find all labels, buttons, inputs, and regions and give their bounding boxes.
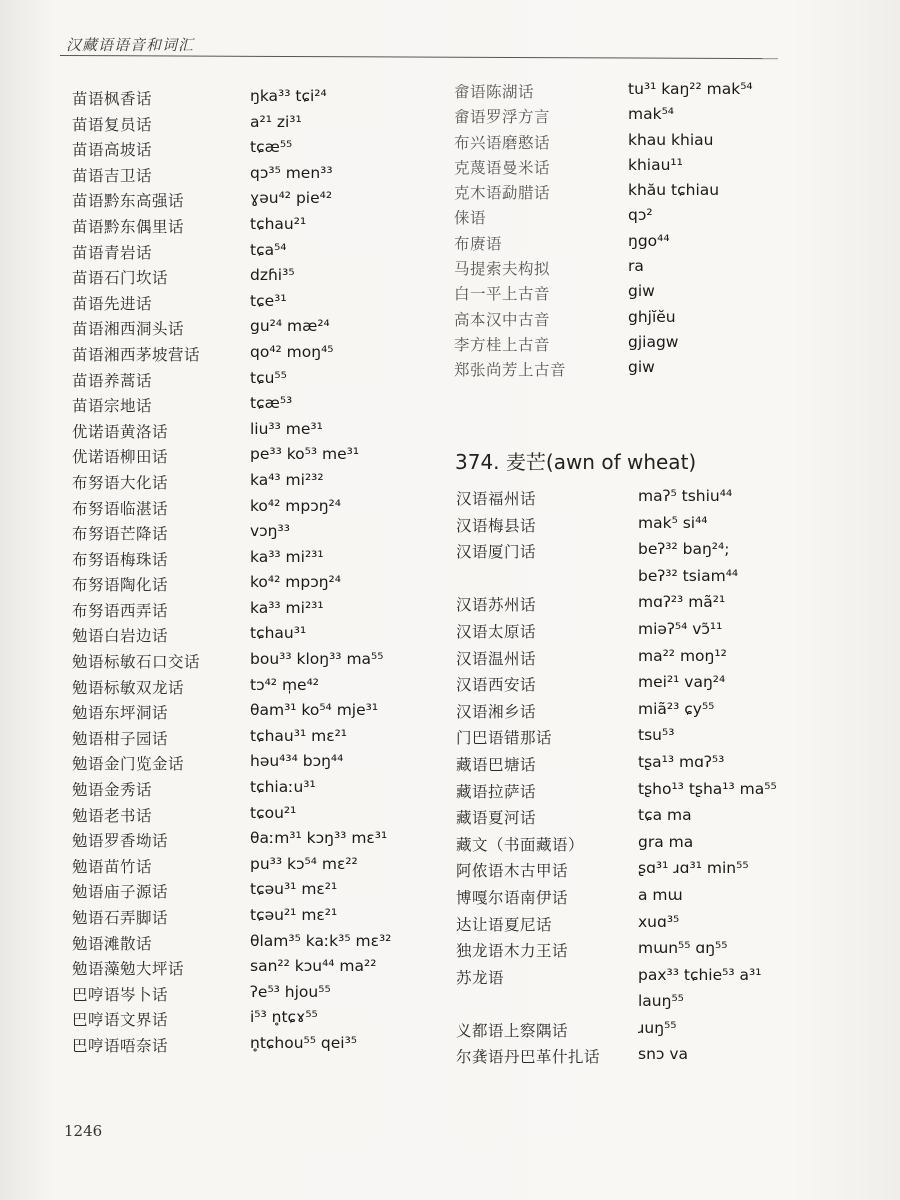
word-form: qɔ² xyxy=(628,206,653,225)
word-form: khau khiau xyxy=(628,130,714,149)
word-form: ɣəu⁴² pie⁴² xyxy=(250,189,333,208)
language-name: 藏语拉萨话 xyxy=(456,782,537,801)
section-number: 374. xyxy=(455,450,500,474)
language-name: 李方桂上古音 xyxy=(454,335,551,354)
language-name: 苗语黔东高强话 xyxy=(72,192,185,211)
word-form: pe³³ ko⁵³ me³¹ xyxy=(250,445,360,464)
word-form: beʔ³² baŋ²⁴; xyxy=(638,540,730,559)
word-form: qo⁴² moŋ⁴⁵ xyxy=(250,342,334,361)
language-name: 苗语黔东偶里话 xyxy=(72,217,185,236)
word-form: dzɦi³⁵ xyxy=(250,266,295,285)
language-name: 白一平上古音 xyxy=(454,285,551,304)
word-form: tɕe³¹ xyxy=(250,291,287,310)
language-name: 苗语青岩话 xyxy=(72,243,153,262)
word-form: n̥tɕhou⁵⁵ qei³⁵ xyxy=(250,1033,358,1052)
language-name: 博嘎尔语南伊话 xyxy=(456,888,569,907)
language-name: 苗语湘西洞头话 xyxy=(72,320,185,339)
word-form: maʔ⁵ tshiu⁴⁴ xyxy=(638,487,733,505)
language-name: 苗语养蒿话 xyxy=(72,371,153,390)
word-form: tʂa¹³ mɑʔ⁵³ xyxy=(638,752,725,771)
language-name: 布努语临湛话 xyxy=(72,499,169,518)
language-name: 苗语石门坎话 xyxy=(72,269,169,288)
language-name: 独龙语木力王话 xyxy=(456,942,569,961)
language-name: 勉语白岩边话 xyxy=(72,627,169,646)
word-form: tɕhau²¹ xyxy=(250,214,307,233)
language-name: 苗语高坡话 xyxy=(72,141,153,160)
word-form: mak⁵⁴ xyxy=(628,105,675,124)
language-name: 勉语藻勉大坪话 xyxy=(72,960,185,979)
language-name: 布兴语磨憨话 xyxy=(454,133,551,152)
word-form: ma²² moŋ¹² xyxy=(638,646,727,665)
word-form: ka³³ mi²³¹ xyxy=(250,547,324,566)
word-form: ko⁴² mpɔŋ²⁴ xyxy=(250,573,341,592)
word-form: ka⁴³ mi²³² xyxy=(250,470,324,489)
word-form: tu³¹ kaŋ²² mak⁵⁴ xyxy=(628,80,753,98)
word-form: ka³³ mi²³¹ xyxy=(250,598,324,617)
language-name: 勉语金门览金话 xyxy=(72,755,185,774)
word-form: tɕəu²¹ mɛ²¹ xyxy=(250,906,338,924)
language-name: 勉语石弄脚话 xyxy=(72,909,169,927)
language-name: 勉语老书话 xyxy=(72,806,153,825)
running-head: 汉藏语语音和词汇 xyxy=(66,36,195,54)
word-form: gjiagw xyxy=(628,332,679,351)
language-name: 郑张尚芳上古音 xyxy=(454,361,567,380)
word-form: san²² kɔu⁴⁴ ma²² xyxy=(250,957,377,976)
language-name: 汉语厦门话 xyxy=(456,543,537,562)
word-form: lauŋ⁵⁵ xyxy=(638,992,684,1011)
word-form: miã²³ ɕy⁵⁵ xyxy=(638,699,715,718)
word-form: ŋka³³ tɕi²⁴ xyxy=(250,87,327,105)
language-name: 布赓语 xyxy=(454,234,503,253)
word-form: tɕa⁵⁴ xyxy=(250,240,287,259)
section-heading xyxy=(455,446,696,475)
language-name: 巴哼语唔奈话 xyxy=(72,1036,169,1055)
language-name: 苗语湘西茅坡营话 xyxy=(72,345,201,364)
language-name: 勉语柑子园话 xyxy=(72,729,169,748)
language-name: 勉语标敏石口交话 xyxy=(72,653,201,672)
language-name: 汉语湘乡话 xyxy=(456,702,537,721)
language-name: 高本汉中古音 xyxy=(454,310,551,329)
word-form: mɑʔ²³ mã²¹ xyxy=(638,593,726,612)
word-form: ʔe⁵³ hjou⁵⁵ xyxy=(250,982,331,1001)
word-form: tɕu⁵⁵ xyxy=(250,368,287,387)
word-form: giw xyxy=(628,358,655,377)
language-name: 布努语梅珠话 xyxy=(72,550,169,569)
language-name: 汉语梅县话 xyxy=(456,516,537,535)
word-form: tɕæ⁵⁵ xyxy=(250,138,293,157)
word-form: gu²⁴ mæ²⁴ xyxy=(250,317,330,336)
language-name: 尔龚语丹巴革什扎话 xyxy=(456,1048,601,1067)
language-name: 门巴语错那话 xyxy=(456,729,553,748)
word-form: gra ma xyxy=(638,832,694,851)
language-name: 勉语金秀话 xyxy=(72,781,153,800)
language-name: 布努语西弄话 xyxy=(72,601,169,620)
language-name: 义都语上察隅话 xyxy=(456,1021,569,1040)
word-form: beʔ³² tsiam⁴⁴ xyxy=(638,566,739,585)
word-form: pax³³ tɕhie⁵³ a³¹ xyxy=(638,965,762,984)
language-name: 马提索夫构拟 xyxy=(454,260,551,279)
language-name: 克蔑语曼米话 xyxy=(454,158,551,177)
word-form: mak⁵ si⁴⁴ xyxy=(638,513,708,532)
word-form: ghjĭĕu xyxy=(628,307,676,326)
word-form: tɔ⁴² m̩e⁴² xyxy=(250,675,320,694)
language-name: 苏龙语 xyxy=(456,968,505,987)
language-name: 苗语先进话 xyxy=(72,294,153,313)
language-name: 藏文（书面藏语） xyxy=(456,835,585,854)
word-form: tɕæ⁵³ xyxy=(250,394,293,413)
word-form: mɯn⁵⁵ ɑŋ⁵⁵ xyxy=(638,939,728,958)
word-form: a mɯ xyxy=(638,885,683,904)
section-title: 麦芒(awn of wheat) xyxy=(505,450,697,474)
word-form: tɕhau³¹ xyxy=(250,624,307,643)
language-name: 苗语宗地话 xyxy=(72,397,153,416)
language-name: 汉语温州话 xyxy=(456,649,537,668)
language-name: 克木语勐腊话 xyxy=(454,184,551,203)
language-name: 藏语夏河话 xyxy=(456,809,537,828)
language-name: 优诺语柳田话 xyxy=(72,448,169,467)
word-form: θlam³⁵ kaːk³⁵ mɛ³² xyxy=(250,931,392,950)
word-form: liu³³ me³¹ xyxy=(250,419,323,438)
word-form: i⁵³ n̥tɕɤ⁵⁵ xyxy=(250,1008,318,1027)
language-name: 俫语 xyxy=(454,209,487,228)
language-name: 畲语陈湖话 xyxy=(454,83,535,101)
language-name: 汉语苏州话 xyxy=(456,596,537,615)
word-form: tɕhiaːu³¹ xyxy=(250,778,316,797)
language-name: 布努语陶化话 xyxy=(72,576,169,595)
language-name: 巴哼语文界话 xyxy=(72,1011,169,1030)
language-name: 藏语巴塘话 xyxy=(456,755,537,774)
word-form: ɹuŋ⁵⁵ xyxy=(638,1018,677,1037)
word-form: snɔ va xyxy=(638,1045,689,1064)
language-name: 勉语庙子源话 xyxy=(72,883,169,902)
word-form: tʂho¹³ tʂha¹³ ma⁵⁵ xyxy=(638,779,777,798)
page-number: 1246 xyxy=(64,1122,103,1140)
word-form: qɔ³⁵ men³³ xyxy=(250,163,333,182)
word-form: miəʔ⁵⁴ vɔ̃¹¹ xyxy=(638,619,723,638)
language-name: 布努语大化话 xyxy=(72,473,169,492)
word-form: tɕa ma xyxy=(638,806,692,825)
word-form: tsu⁵³ xyxy=(638,726,675,745)
language-name: 苗语吉卫话 xyxy=(72,166,153,185)
language-name: 达让语夏尼话 xyxy=(456,915,553,934)
word-form: giw xyxy=(628,282,655,301)
word-form: khău tɕhiau xyxy=(628,181,720,200)
language-name: 勉语苗竹话 xyxy=(72,857,153,876)
word-form: xuɑ³⁵ xyxy=(638,912,680,931)
language-name: 汉语太原话 xyxy=(456,622,537,641)
word-form: vɔŋ³³ xyxy=(250,522,290,541)
word-form: khiau¹¹ xyxy=(628,155,683,174)
word-form: θaːm³¹ kɔŋ³³ mɛ³¹ xyxy=(250,829,388,848)
word-form: ko⁴² mpɔŋ²⁴ xyxy=(250,496,341,515)
word-form: tɕou²¹ xyxy=(250,803,297,822)
word-form: ʂɑ³¹ ɹɑ³¹ min⁵⁵ xyxy=(638,859,749,878)
word-form: ra xyxy=(628,257,644,276)
word-form: a²¹ zi³¹ xyxy=(250,112,302,131)
word-form: mei²¹ vaŋ²⁴ xyxy=(638,673,726,692)
language-name: 勉语罗香坳话 xyxy=(72,832,169,851)
language-name: 苗语枫香话 xyxy=(72,90,153,108)
language-name: 畲语罗浮方言 xyxy=(454,108,551,127)
word-form: həu⁴³⁴ bɔŋ⁴⁴ xyxy=(250,752,344,771)
header-rule xyxy=(60,55,778,59)
language-name: 阿侬语木古甲话 xyxy=(456,862,569,881)
language-name: 汉语福州话 xyxy=(456,490,537,508)
word-form: bou³³ kloŋ³³ ma⁵⁵ xyxy=(250,650,384,669)
language-name: 布努语芒降话 xyxy=(72,525,169,544)
language-name: 苗语复员话 xyxy=(72,115,153,134)
word-form: tɕhau³¹ mɛ²¹ xyxy=(250,726,348,745)
language-name: 巴哼语岑卜话 xyxy=(72,985,169,1004)
language-name: 汉语西安话 xyxy=(456,676,537,695)
word-form: ŋgo⁴⁴ xyxy=(628,231,670,250)
language-name: 勉语东坪洞话 xyxy=(72,704,169,723)
language-name: 勉语滩散话 xyxy=(72,934,153,953)
word-form: θam³¹ ko⁵⁴ mje³¹ xyxy=(250,701,379,720)
language-name: 优诺语黄洛话 xyxy=(72,422,169,441)
language-name: 勉语标敏双龙话 xyxy=(72,678,185,697)
word-form: tɕəu³¹ mɛ²¹ xyxy=(250,880,338,899)
word-form: pu³³ kɔ⁵⁴ mɛ²² xyxy=(250,854,358,873)
